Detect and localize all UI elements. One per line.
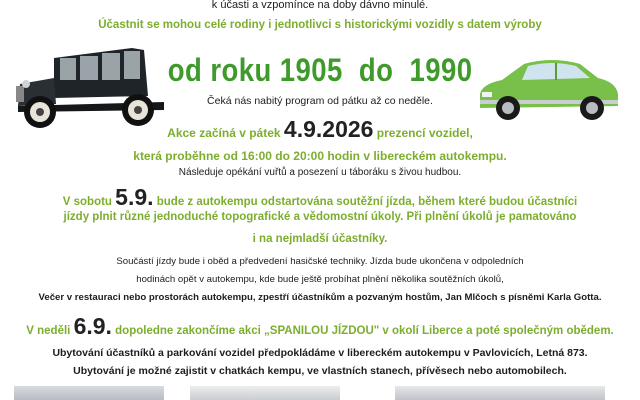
program-line: Čeká nás nabitý program od pátku až co neděle. — [207, 95, 433, 107]
photo-strip-right — [395, 386, 605, 400]
start-rest: prezencí vozidel, — [376, 126, 473, 140]
vintage-car-body — [16, 48, 164, 128]
start-text: Akce začíná v pátek — [167, 126, 281, 140]
sunday-rest: dopoledne zakončíme akci „SPANILOU JÍZDOU" v okolí Liberce a poté společným obědem. — [115, 325, 614, 337]
saturday-text: V sobotu — [62, 196, 112, 208]
hero-year-end: 1990 — [409, 52, 473, 88]
lodging-line: Ubytování je možné zajistit v chatkách kempu, ve vlastních stanech, přívěsech nebo automobilech. — [73, 365, 567, 377]
green-coupe-icon — [472, 50, 622, 130]
start-date: 4.9.2026 — [283, 116, 374, 142]
registration-line: která proběhne od 16:00 do 20:00 hodin v libereckém autokempu. — [133, 149, 507, 163]
green-coupe-body — [480, 60, 618, 120]
gott-line: Večer v restauraci nebo prostorách autokempu, zpestří účastníkům a pozvaným hostům, Jan Mlčoch s písněmi Karla Gotta. — [38, 292, 602, 303]
photo-strip-left — [14, 386, 164, 400]
hero-year-start: 1905 — [279, 52, 343, 88]
sunday-text: V neděli — [26, 325, 71, 337]
saturday-rest: bude z autokempu odstartována soutěžní jízda, během které budou účastníci — [156, 196, 578, 208]
return-line: hodinách opět v autokempu, kde bude ještě probíhat plnění několika soutěžních úkolů, — [136, 274, 504, 285]
intro-line: k účasti a vzpomínce na doby dávno minulé. — [211, 0, 429, 11]
sunday-date: 6.9. — [73, 313, 112, 339]
photo-strip-middle — [190, 386, 340, 400]
evening-line: Následuje opékání vuřtů a posezení u táboráku s živou hudbou. — [178, 167, 462, 178]
lunch-line: Součástí jízdy bude i oběd a předvedení hasičské techniky. Jízda bude ukončena v odpoledních — [116, 256, 524, 267]
vintage-car-icon — [14, 36, 170, 136]
saturday-date: 5.9. — [115, 184, 154, 210]
tasks-line: jízdy plnit různé jednoduché topografické a vědomostní úkoly. Při plnění úkolů je pamatováno — [63, 211, 577, 223]
sunday-line — [0, 313, 640, 340]
accommodation-line: Ubytování účastníků a parkování vozidel předpokládáme v libereckém autokempu v Pavlovicích, Letná 873. — [52, 347, 588, 359]
hero-from: od roku — [167, 52, 272, 88]
participants-line: Účastnit se mohou celé rodiny i jednotlivci s historickými vozidly s datem výroby — [98, 19, 542, 31]
youngest-line: i na nejmladší účastníky. — [252, 233, 388, 245]
hero-to: do — [358, 52, 394, 88]
saturday-line — [0, 184, 640, 211]
